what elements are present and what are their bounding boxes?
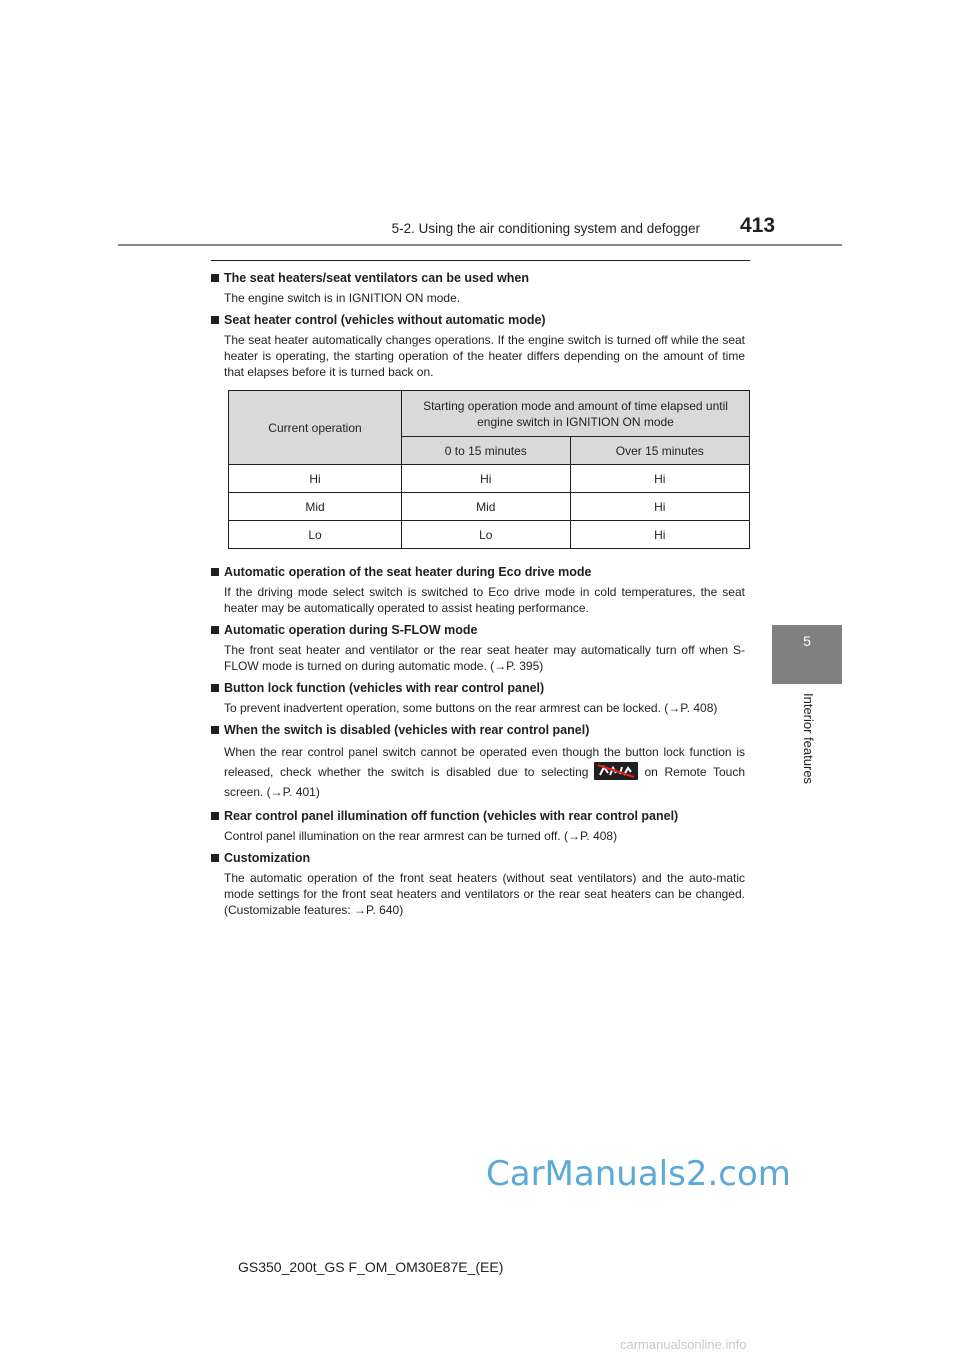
section-body: The automatic operation of the front seat heaters (without seat ventilators) and the auto-matic mode settings for the front seat heaters and ventilators or the rear seat heaters can be changed. (Customizable features: →P. 640) [224, 871, 745, 917]
table-header-row [229, 391, 750, 437]
table-cell: Lo [402, 521, 571, 549]
seat-disabled-icon [594, 762, 638, 780]
table-cell: Hi [570, 521, 749, 549]
square-bullet-icon [211, 316, 219, 324]
section-body: The front seat heater and ventilator or the rear seat heater may automatically turn off when S-FLOW mode is turned on during automatic mode. (→P. 395) [224, 643, 745, 673]
table-row [229, 465, 750, 493]
section-heading: When the switch is disabled (vehicles with rear control panel) [211, 721, 750, 739]
square-bullet-icon [211, 274, 219, 282]
table-cell: Hi [570, 465, 749, 493]
section-heading: Rear control panel illumination off function (vehicles with rear control panel) [211, 807, 750, 825]
section-body: When the rear control panel switch cannot be operated even though the button lock function is released, check whether the switch is disabled due to selecting on Remote Touch screen. (→P. 401) [224, 745, 745, 799]
subheader-0-15: 0 to 15 minutes [402, 437, 571, 465]
square-bullet-icon [211, 854, 219, 862]
operation-table [228, 390, 750, 549]
table-cell: Hi [570, 493, 749, 521]
chapter-tab: 5 [772, 625, 842, 684]
section-body: Control panel illumination on the rear armrest can be turned off. (→P. 408) [224, 829, 618, 843]
header-starting-operation: Starting operation mode and amount of time elapsed until engine switch in IGNITION ON mode [402, 391, 750, 437]
table-cell: Mid [229, 493, 402, 521]
square-bullet-icon [211, 626, 219, 634]
running-header: 5-2. Using the air conditioning system and defogger [391, 221, 700, 236]
section-seat-heater-control [211, 311, 750, 380]
table-cell: Mid [402, 493, 571, 521]
section-body: If the driving mode select switch is switched to Eco drive mode in cold temperatures, the seat heater may be automatically operated to assist heating performance. [224, 585, 745, 615]
subheader-over-15: Over 15 minutes [570, 437, 749, 465]
section-customization [211, 849, 750, 918]
table-row [229, 493, 750, 521]
section-heading: Customization [211, 849, 750, 867]
section-s-flow [211, 621, 750, 674]
section-heading: The seat heaters/seat ventilators can be used when [211, 269, 750, 287]
header-current-operation: Current operation [229, 391, 402, 465]
table-cell: Hi [229, 465, 402, 493]
table-row [229, 521, 750, 549]
table-cell: Lo [229, 521, 402, 549]
section-switch-disabled [211, 721, 750, 802]
section-body: To prevent inadvertent operation, some buttons on the rear armrest can be locked. (→P. 408) [224, 701, 718, 715]
section-heading: Button lock function (vehicles with rear control panel) [211, 679, 750, 697]
table-cell: Hi [402, 465, 571, 493]
section-body: The seat heater automatically changes operations. If the engine switch is turned off while the seat heater is operating, the starting operation of the heater differs depending on the amount of time that elapses before it is turned back on. [224, 333, 745, 379]
watermark-carmanualsonline: carmanualsonline.info [620, 1337, 747, 1352]
page-content [211, 269, 750, 923]
square-bullet-icon [211, 812, 219, 820]
watermark-carmanuals2: CarManuals2.com [486, 1154, 791, 1194]
chapter-label: Interior features [801, 693, 816, 785]
section-heading: Automatic operation during S-FLOW mode [211, 621, 750, 639]
square-bullet-icon [211, 568, 219, 576]
square-bullet-icon [211, 684, 219, 692]
section-eco-mode [211, 563, 750, 616]
square-bullet-icon [211, 726, 219, 734]
section-usable-when [211, 269, 750, 306]
header-rule [118, 244, 842, 246]
section-heading: Seat heater control (vehicles without automatic mode) [211, 311, 750, 329]
section-heading: Automatic operation of the seat heater during Eco drive mode [211, 563, 750, 581]
section-button-lock [211, 679, 750, 716]
content-rule [211, 260, 750, 261]
footer-document-code: GS350_200t_GS F_OM_OM30E87E_(EE) [238, 1259, 504, 1275]
section-illumination-off [211, 807, 750, 844]
section-body: The engine switch is in IGNITION ON mode. [224, 291, 461, 305]
page-number: 413 [740, 214, 776, 237]
